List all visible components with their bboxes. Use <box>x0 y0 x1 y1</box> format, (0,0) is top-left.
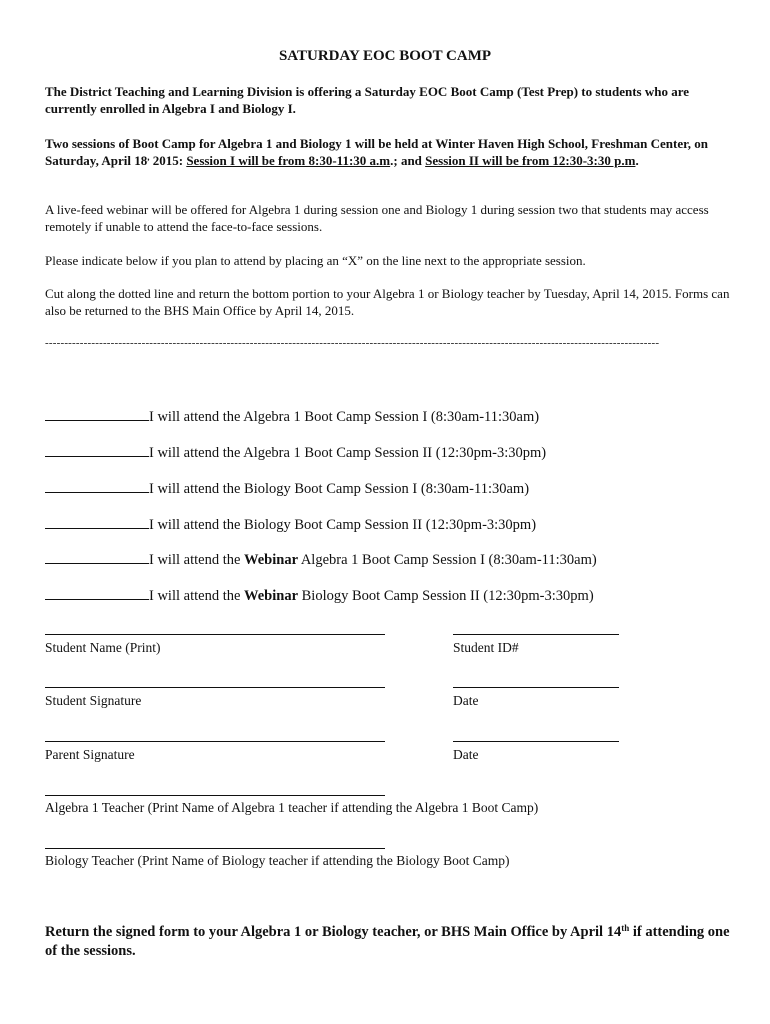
return-instructions <box>45 923 735 961</box>
student-name-line[interactable] <box>45 634 385 635</box>
parent-date-label: Date <box>453 747 479 762</box>
option-text: I will attend the Biology Boot Camp Session I (8:30am-11:30am) <box>149 481 530 497</box>
sessions-year: 2015: <box>149 153 187 168</box>
return-instructions-tail: if attending one of the sessions. <box>45 924 730 959</box>
attendance-blank[interactable] <box>45 513 149 529</box>
option-bold-text: Webinar <box>244 588 299 604</box>
attendance-blank[interactable] <box>45 584 149 600</box>
intro-paragraph: The District Teaching and Learning Division is offering a Saturday EOC Boot Camp (Test Prep) to students who are currently enrolled in Algebra I and Biology I. <box>45 84 690 116</box>
sessions-mid: .; and <box>390 153 426 168</box>
parent-signature-line[interactable] <box>45 741 385 742</box>
option-webinar-algebra <box>45 548 735 569</box>
student-signature-line[interactable] <box>45 687 385 688</box>
option-algebra-session-two <box>45 441 735 462</box>
cut-dotted-line: --------------------------------------------------------------------------------------------------------------------------------------------------------------- <box>45 337 660 349</box>
option-biology-session-one <box>45 477 735 498</box>
session-two-time: Session II will be from 12:30-3:30 p.m <box>425 153 636 168</box>
option-webinar-biology <box>45 584 735 605</box>
indicate-paragraph: Please indicate below if you plan to attend by placing an “X” on the line next to the appropriate session. <box>45 253 586 268</box>
attendance-blank[interactable] <box>45 548 149 564</box>
attendance-blank[interactable] <box>45 477 149 493</box>
sessions-lead: Two sessions of Boot Camp for Algebra 1 and Biology 1 will be held at Winter Haven High School, Freshman Center, on Saturday, April 18 <box>45 136 708 168</box>
attendance-blank[interactable] <box>45 405 149 421</box>
student-name-label: Student Name (Print) <box>45 640 161 655</box>
student-date-line[interactable] <box>453 687 619 688</box>
sessions-paragraph <box>45 135 730 169</box>
biology-teacher-label: Biology Teacher (Print Name of Biology teacher if attending the Biology Boot Camp) <box>45 853 510 868</box>
webinar-paragraph: A live-feed webinar will be offered for Algebra 1 during session one and Biology 1 during session two that students may access remotely if unable to attend the face-to-face sessions. <box>45 202 709 234</box>
option-text: I will attend the Biology Boot Camp Session II (12:30pm-3:30pm) <box>149 517 537 533</box>
parent-signature-label: Parent Signature <box>45 747 135 762</box>
student-id-line[interactable] <box>453 634 619 635</box>
page-title: SATURDAY EOC BOOT CAMP <box>278 48 492 64</box>
option-biology-session-two <box>45 513 735 534</box>
option-bold-text: Webinar <box>244 552 299 568</box>
sessions-end: . <box>635 153 639 168</box>
return-instructions-text: Return the signed form to your Algebra 1 or Biology teacher, or BHS Main Office by April 14 <box>45 924 622 940</box>
algebra-teacher-line[interactable] <box>45 795 385 796</box>
parent-date-line[interactable] <box>453 741 619 742</box>
student-signature-label: Student Signature <box>45 693 142 708</box>
date-superscript: th <box>621 923 630 933</box>
option-text: I will attend the <box>149 552 245 568</box>
cut-instructions-paragraph: Cut along the dotted line and return the bottom portion to your Algebra 1 or Biology teacher by Tuesday, April 14, 2015. Forms can also be returned to the BHS Main Office by April 14, 2015. <box>45 286 730 318</box>
session-one-time: Session I will be from 8:30-11:30 a.m <box>186 153 391 168</box>
option-algebra-session-one <box>45 405 735 426</box>
attendance-blank[interactable] <box>45 441 149 457</box>
option-text: I will attend the <box>149 588 245 604</box>
option-text: I will attend the Algebra 1 Boot Camp Session II (12:30pm-3:30pm) <box>149 445 547 461</box>
option-text-after: Algebra 1 Boot Camp Session I (8:30am-11:30am) <box>298 552 597 568</box>
student-id-label: Student ID# <box>453 640 519 655</box>
student-date-label: Date <box>453 693 479 708</box>
option-text: I will attend the Algebra 1 Boot Camp Session I (8:30am-11:30am) <box>149 409 540 425</box>
sessions-date-superscript: , <box>147 152 150 162</box>
option-text-after: Biology Boot Camp Session II (12:30pm-3:30pm) <box>298 588 594 604</box>
algebra-teacher-label: Algebra 1 Teacher (Print Name of Algebra 1 teacher if attending the Algebra 1 Boot Camp) <box>45 800 539 815</box>
biology-teacher-line[interactable] <box>45 848 385 849</box>
